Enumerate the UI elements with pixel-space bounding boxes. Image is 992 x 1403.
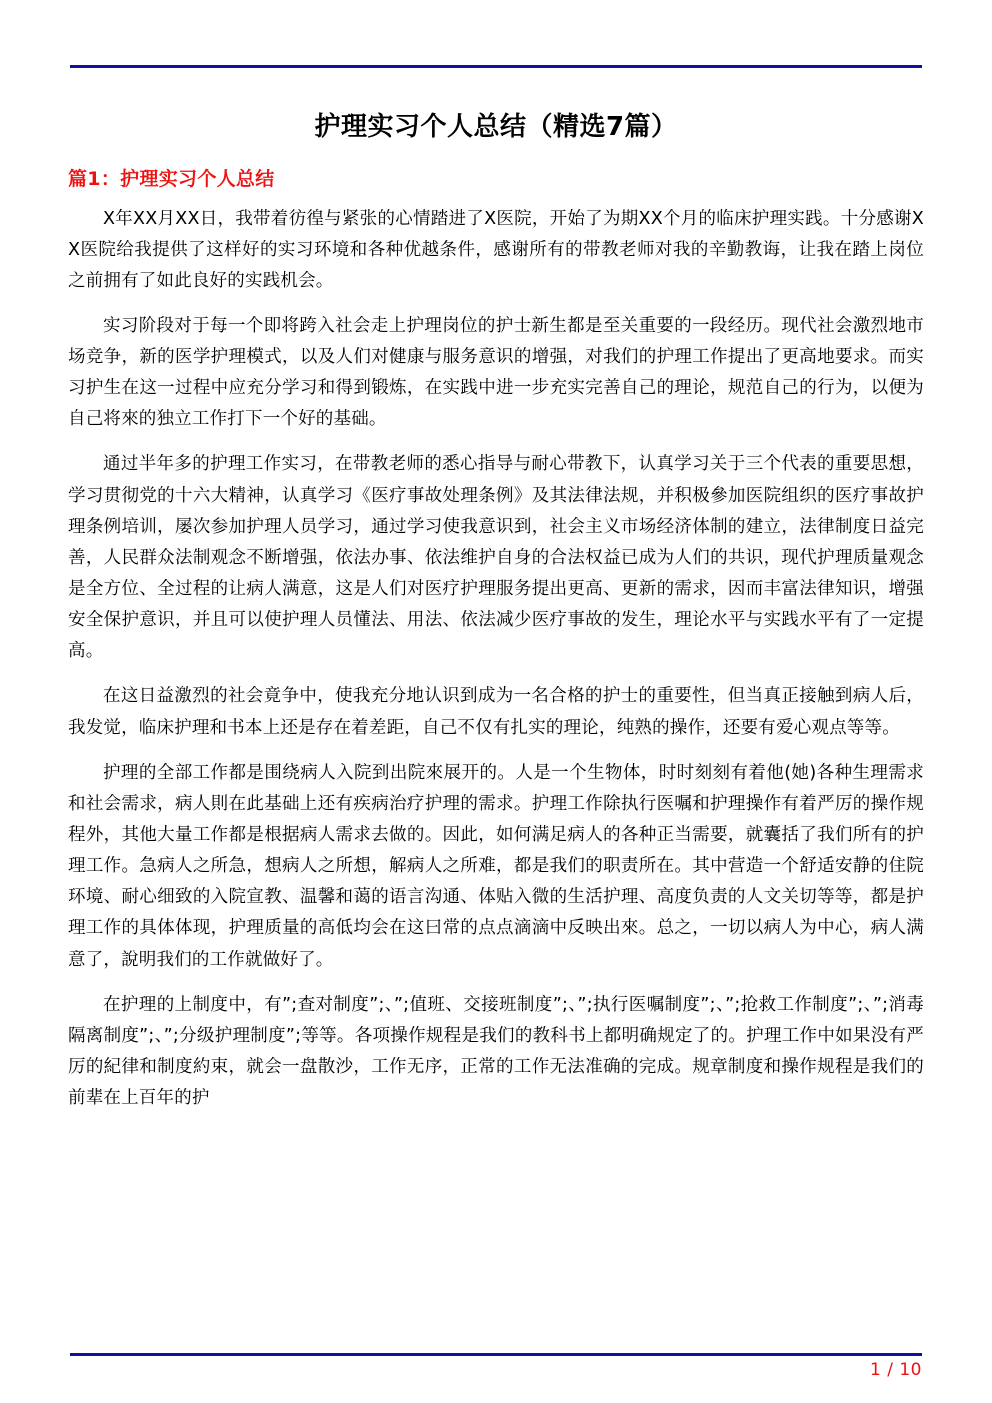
body-paragraph: 实习阶段对于每一个即将跨入社会走上护理岗位的护士新生都是至关重要的一段经历。现代社会激烈地市场竞争，新的医学护理模式，以及人们对健康与服务意识的增强，对我们的护理工作提出了更高地要求。而实习护生在这一过程中应充分学习和得到锻炼，在实践中进一步充实完善自己的理论，规范自己的行为，以便为自己将來的独立工作打下一个好的基础。 (68, 315, 924, 430)
page-number: 1 / 10 (870, 1360, 922, 1380)
body-paragraph: 护理的全部工作都是围绕病人入院到出院來展开的。人是一个生物体，时时刻刻有着他(她)各种生理需求和社会需求，病人則在此基础上还有疾病治疗护理的需求。护理工作除执行医嘱和护理操作有着严厉的操作规程外，其他大量工作都是根据病人需求去做的。因此，如何满足病人的各种正当需要，就囊括了我们所有的护理工作。急病人之所急，想病人之所想，解病人之所难，都是我们的职责所在。其中营造一个舒适安静的住院环境、耐心细致的入院宣教、温馨和蔼的语言沟通、体贴入微的生活护理、高度负责的人文关切等等，都是护理工作的具体体现，护理质量的高低均会在这曰常的点点滴滴中反映出來。总之，一切以病人为中心，病人满意了，說明我们的工作就做好了。 (68, 762, 924, 970)
body-paragraph: 在护理的上制度中，有”;查对制度”;、”;值班、交接班制度”;、”;执行医嘱制度”;、”;抢救工作制度”;、”;消毒隔离制度”;、”;分级护理制度”;等等。各项操作规程是我们的教科书上都明确规定了的。护理工作中如果没有严厉的紀律和制度約束，就会一盘散沙，工作无序，正常的工作无法准确的完成。规章制度和操作规程是我们的前辈在上百年的护 (68, 994, 924, 1109)
section-heading: 篇1：护理实习个人总结 (68, 168, 275, 190)
body-paragraph: 在这日益激烈的社会竟争中，使我充分地认识到成为一名合格的护士的重要性，但当真正接触到病人后，我发觉，临床护理和书本上还是存在着差距，自己不仅有扎实的理论，纯熟的操作，还要有爱心观点等等。 (68, 686, 924, 738)
page-title: 护理实习个人总结（精选7篇） (314, 112, 678, 142)
body-paragraph: 通过半年多的护理工作实习，在带教老师的悉心指导与耐心带教下，认真学习关于三个代表的重要思想，学习贯彻党的十六大精神，认真学习《医疗事故处理条例》及其法律法规，并积极參加医院组织的医疗事故护理条例培训，屡次参加护理人员学习，通过学习使我意识到，社会主义市场经济体制的建立，法律制度日益完善，人民群众法制观念不断增强，依法办事、依法维护自身的合法权益已成为人们的共识，现代护理质量观念是全方位、全过程的让病人满意，这是人们对医疗护理服务提出更高、更新的需求，因而丰富法律知识，增强安全保护意识，并且可以使护理人员懂法、用法、依法减少医疗事故的发生，理论水平与实践水平有了一定提高。 (68, 454, 924, 662)
header-rule (70, 65, 922, 68)
body-paragraph: X年XX月XX日，我带着彷徨与紧张的心情踏进了X医院，开始了为期XX个月的临床护理实践。十分感谢XX医院给我提供了这样好的实习环境和各种优越条件，感谢所有的带教老师对我的辛勤教诲，让我在踏上岗位之前拥有了如此良好的实践机会。 (68, 208, 924, 291)
footer-rule (70, 1353, 922, 1356)
document-content (68, 108, 924, 1128)
